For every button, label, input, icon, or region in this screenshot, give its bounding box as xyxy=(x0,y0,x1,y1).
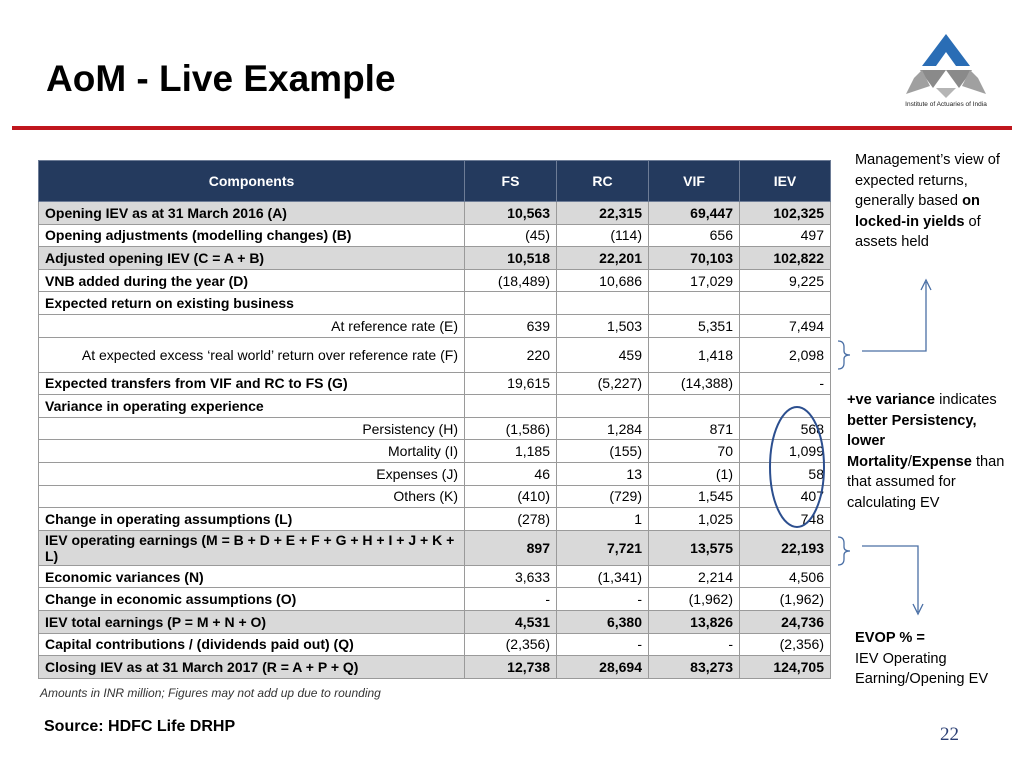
cell-rc: 22,201 xyxy=(557,247,649,270)
cell-vif: 70,103 xyxy=(649,247,740,270)
cell-rc: 1,284 xyxy=(557,417,649,440)
cell-fs: 4,531 xyxy=(465,610,557,633)
cell-iev: (2,356) xyxy=(740,633,831,656)
logo-caption: Institute of Actuaries of India xyxy=(905,101,987,108)
row-label: Mortality (I) xyxy=(39,440,465,463)
cell-vif: 70 xyxy=(649,440,740,463)
cell-iev: (1,962) xyxy=(740,588,831,611)
cell-iev: 24,736 xyxy=(740,610,831,633)
cell-iev: 4,506 xyxy=(740,565,831,588)
cell-vif: 5,351 xyxy=(649,314,740,337)
cell-iev: 102,325 xyxy=(740,202,831,225)
cell-iev: 9,225 xyxy=(740,269,831,292)
cell-fs: 220 xyxy=(465,337,557,372)
brace-left-icon xyxy=(838,341,850,369)
cell-rc: 22,315 xyxy=(557,202,649,225)
row-label: Change in economic assumptions (O) xyxy=(39,588,465,611)
cell-iev: 568 xyxy=(740,417,831,440)
cell-fs: (18,489) xyxy=(465,269,557,292)
header-vif: VIF xyxy=(649,161,740,202)
table-footnote: Amounts in INR million; Figures may not add up due to rounding xyxy=(40,686,381,700)
row-label: Opening adjustments (modelling changes) (B) xyxy=(39,224,465,247)
cell-fs: 10,518 xyxy=(465,247,557,270)
cell-vif: 1,418 xyxy=(649,337,740,372)
page-number: 22 xyxy=(940,724,959,745)
note-bold: on locked-in yields xyxy=(855,193,980,230)
note-text: indicates xyxy=(935,392,997,408)
cell-vif: 83,273 xyxy=(649,656,740,679)
cell-fs: - xyxy=(465,588,557,611)
brace-right-icon xyxy=(838,537,850,565)
cell-vif: (1,962) xyxy=(649,588,740,611)
cell-iev: 407 xyxy=(740,485,831,508)
cell-rc: (1,341) xyxy=(557,565,649,588)
cell-iev: 102,822 xyxy=(740,247,831,270)
cell-rc: 459 xyxy=(557,337,649,372)
row-label: Others (K) xyxy=(39,485,465,508)
note-positive-variance xyxy=(847,390,1007,513)
cell-iev: 58 xyxy=(740,462,831,485)
cell-vif: 2,214 xyxy=(649,565,740,588)
cell-rc: 6,380 xyxy=(557,610,649,633)
row-label: Capital contributions / (dividends paid out) (Q) xyxy=(39,633,465,656)
arrow-down-connector xyxy=(862,546,918,612)
cell-rc: - xyxy=(557,633,649,656)
cell-vif: - xyxy=(649,633,740,656)
cell-vif: 17,029 xyxy=(649,269,740,292)
cell-fs: 46 xyxy=(465,462,557,485)
note-text: than that assumed for calculating EV xyxy=(847,453,1005,511)
cell-fs: 3,633 xyxy=(465,565,557,588)
header-components: Components xyxy=(39,161,465,202)
cell-vif: 13,826 xyxy=(649,610,740,633)
cell-rc: (114) xyxy=(557,224,649,247)
cell-fs: (45) xyxy=(465,224,557,247)
cell-rc: 1 xyxy=(557,508,649,531)
arrow-up-connector xyxy=(862,282,926,351)
row-label: Persistency (H) xyxy=(39,417,465,440)
cell-vif: 1,025 xyxy=(649,508,740,531)
cell-fs: 12,738 xyxy=(465,656,557,679)
note-text: IEV Operating Earning/Opening EV xyxy=(855,650,989,687)
cell-iev: - xyxy=(740,372,831,395)
cell-iev: 497 xyxy=(740,224,831,247)
cell-fs: 897 xyxy=(465,530,557,565)
row-label: VNB added during the year (D) xyxy=(39,269,465,292)
cell-rc: - xyxy=(557,588,649,611)
cell-vif: (14,388) xyxy=(649,372,740,395)
header-rc: RC xyxy=(557,161,649,202)
cell-vif: 871 xyxy=(649,417,740,440)
cell-rc: (729) xyxy=(557,485,649,508)
source-citation: Source: HDFC Life DRHP xyxy=(44,718,236,735)
row-label: Adjusted opening IEV (C = A + B) xyxy=(39,247,465,270)
row-label: At expected excess ‘real world’ return over reference rate (F) xyxy=(39,337,465,372)
cell-vif: 656 xyxy=(649,224,740,247)
cell-iev: 22,193 xyxy=(740,530,831,565)
cell-vif: 13,575 xyxy=(649,530,740,565)
row-label: Expected return on existing business xyxy=(39,292,465,315)
header-iev: IEV xyxy=(740,161,831,202)
cell-fs: 19,615 xyxy=(465,372,557,395)
page-title: AoM - Live Example xyxy=(46,58,396,99)
cell-vif: 69,447 xyxy=(649,202,740,225)
row-label: Expected transfers from VIF and RC to FS (G) xyxy=(39,372,465,395)
row-label: Opening IEV as at 31 March 2016 (A) xyxy=(39,202,465,225)
row-label: Economic variances (N) xyxy=(39,565,465,588)
note-text: Management’s view of expected returns, generally based xyxy=(855,152,1000,209)
note-text: of assets held xyxy=(855,213,981,250)
cell-iev: 1,099 xyxy=(740,440,831,463)
cell-fs: (410) xyxy=(465,485,557,508)
cell-rc: 7,721 xyxy=(557,530,649,565)
cell-iev: 124,705 xyxy=(740,656,831,679)
row-label: At reference rate (E) xyxy=(39,314,465,337)
note-bold: EVOP % = xyxy=(855,630,925,646)
cell-fs: 10,563 xyxy=(465,202,557,225)
row-label: IEV total earnings (P = M + N + O) xyxy=(39,610,465,633)
note-management-view xyxy=(855,150,1005,253)
cell-fs: (278) xyxy=(465,508,557,531)
cell-iev: 2,098 xyxy=(740,337,831,372)
header-fs: FS xyxy=(465,161,557,202)
cell-vif: 1,545 xyxy=(649,485,740,508)
row-label: Variance in operating experience xyxy=(39,395,465,418)
row-label: Change in operating assumptions (L) xyxy=(39,508,465,531)
note-text: / xyxy=(907,453,912,470)
note-bold: Expense xyxy=(911,453,972,470)
cell-fs: (1,586) xyxy=(465,417,557,440)
cell-vif: (1) xyxy=(649,462,740,485)
cell-rc: 1,503 xyxy=(557,314,649,337)
cell-fs: (2,356) xyxy=(465,633,557,656)
cell-rc: (5,227) xyxy=(557,372,649,395)
note-evop-formula xyxy=(855,628,1020,690)
note-bold: +ve variance xyxy=(847,392,936,408)
cell-iev: 748 xyxy=(740,508,831,531)
variance-highlight-oval xyxy=(770,407,824,527)
cell-fs: 639 xyxy=(465,314,557,337)
cell-rc: 13 xyxy=(557,462,649,485)
cell-rc: (155) xyxy=(557,440,649,463)
note-bold: better Persistency, lower Mortality xyxy=(847,412,977,470)
cell-rc: 10,686 xyxy=(557,269,649,292)
cell-fs: 1,185 xyxy=(465,440,557,463)
cell-rc: 28,694 xyxy=(557,656,649,679)
row-label: IEV operating earnings (M = B + D + E + F + G + H + I + J + K + L) xyxy=(39,530,465,565)
row-label: Closing IEV as at 31 March 2017 (R = A + P + Q) xyxy=(39,656,465,679)
row-label: Expenses (J) xyxy=(39,462,465,485)
cell-iev: 7,494 xyxy=(740,314,831,337)
